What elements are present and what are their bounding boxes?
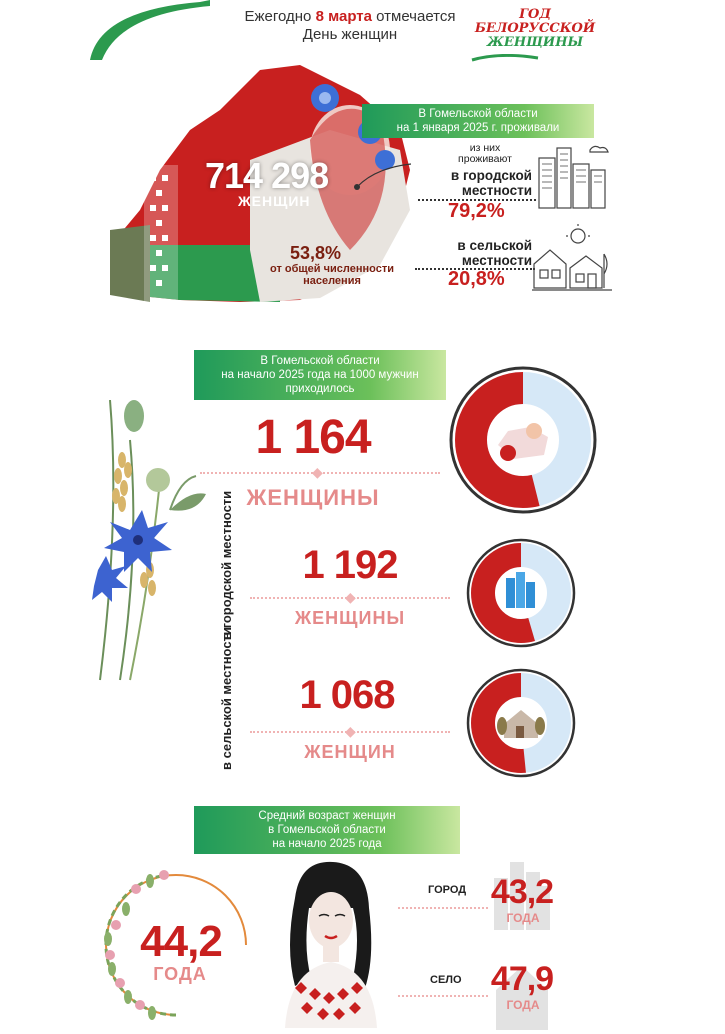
ratio-rural-value: 1 068	[299, 673, 395, 717]
header-text: Ежегодно 8 марта отмечается День женщин	[244, 8, 456, 43]
village-age-value: 47,9	[490, 960, 554, 998]
year-of-woman-logo: ГОД БЕЛОРУССКОЙ ЖЕНЩИНЫ	[470, 8, 600, 64]
total-women-label: ЖЕНЩИН	[238, 193, 311, 209]
share-value: 53,8%	[290, 243, 342, 263]
village-houses-icon	[532, 224, 612, 294]
ratio-rural-divider-ornament: ◆	[345, 723, 356, 739]
avg-age-value: 44,2	[140, 917, 222, 966]
city-buildings-icon	[535, 140, 610, 210]
village-age-label: СЕЛО	[430, 974, 462, 986]
village-age-unit: ГОДА	[506, 998, 540, 1012]
rural-value: 20,8%	[448, 268, 505, 290]
village-age-divider	[398, 995, 488, 997]
ratio-total-label: ЖЕНЩИНЫ	[246, 485, 380, 510]
flowers-decoration	[90, 400, 210, 690]
share-caption: от общей численности населения	[270, 263, 394, 287]
ratio-urban-donut	[466, 538, 576, 648]
ratio-rural-side-label: в сельской местности	[219, 627, 234, 770]
ratio-total-divider-ornament: ◆	[312, 464, 323, 480]
ratio-urban-value: 1 192	[302, 543, 398, 587]
city-age-label: ГОРОД	[428, 884, 467, 896]
city-age-value: 43,2	[490, 873, 554, 911]
ratio-urban-label: ЖЕНЩИНЫ	[294, 608, 406, 628]
of-them-label: из них проживают	[458, 142, 512, 165]
population-banner: В Гомельской области на 1 января 2025 г. проживали	[362, 104, 594, 138]
ratio-total-donut	[448, 365, 598, 515]
rural-label: в сельской местности	[457, 238, 532, 268]
urban-label: в городской местности	[450, 168, 532, 198]
ratio-rural-donut	[466, 668, 576, 778]
city-age-unit: ГОДА	[506, 911, 540, 925]
ratio-urban-side-label: в городской местности	[219, 490, 234, 640]
avg-age-label: ГОДА	[153, 964, 207, 984]
urban-value: 79,2%	[448, 200, 505, 222]
age-banner: Средний возраст женщин в Гомельской области на начало 2025 года	[194, 806, 460, 854]
woman-portrait	[265, 858, 395, 1028]
ratio-rural-label: ЖЕНЩИН	[304, 742, 396, 762]
pointer-line	[345, 160, 415, 190]
ratio-total-value: 1 164	[255, 411, 371, 464]
ratio-urban-divider-ornament: ◆	[345, 589, 356, 605]
city-age-divider	[398, 907, 488, 909]
ratio-banner: В Гомельской области на начало 2025 года на 1000 мужчин приходилось	[194, 350, 446, 400]
total-women-number: 714 298	[205, 155, 329, 196]
